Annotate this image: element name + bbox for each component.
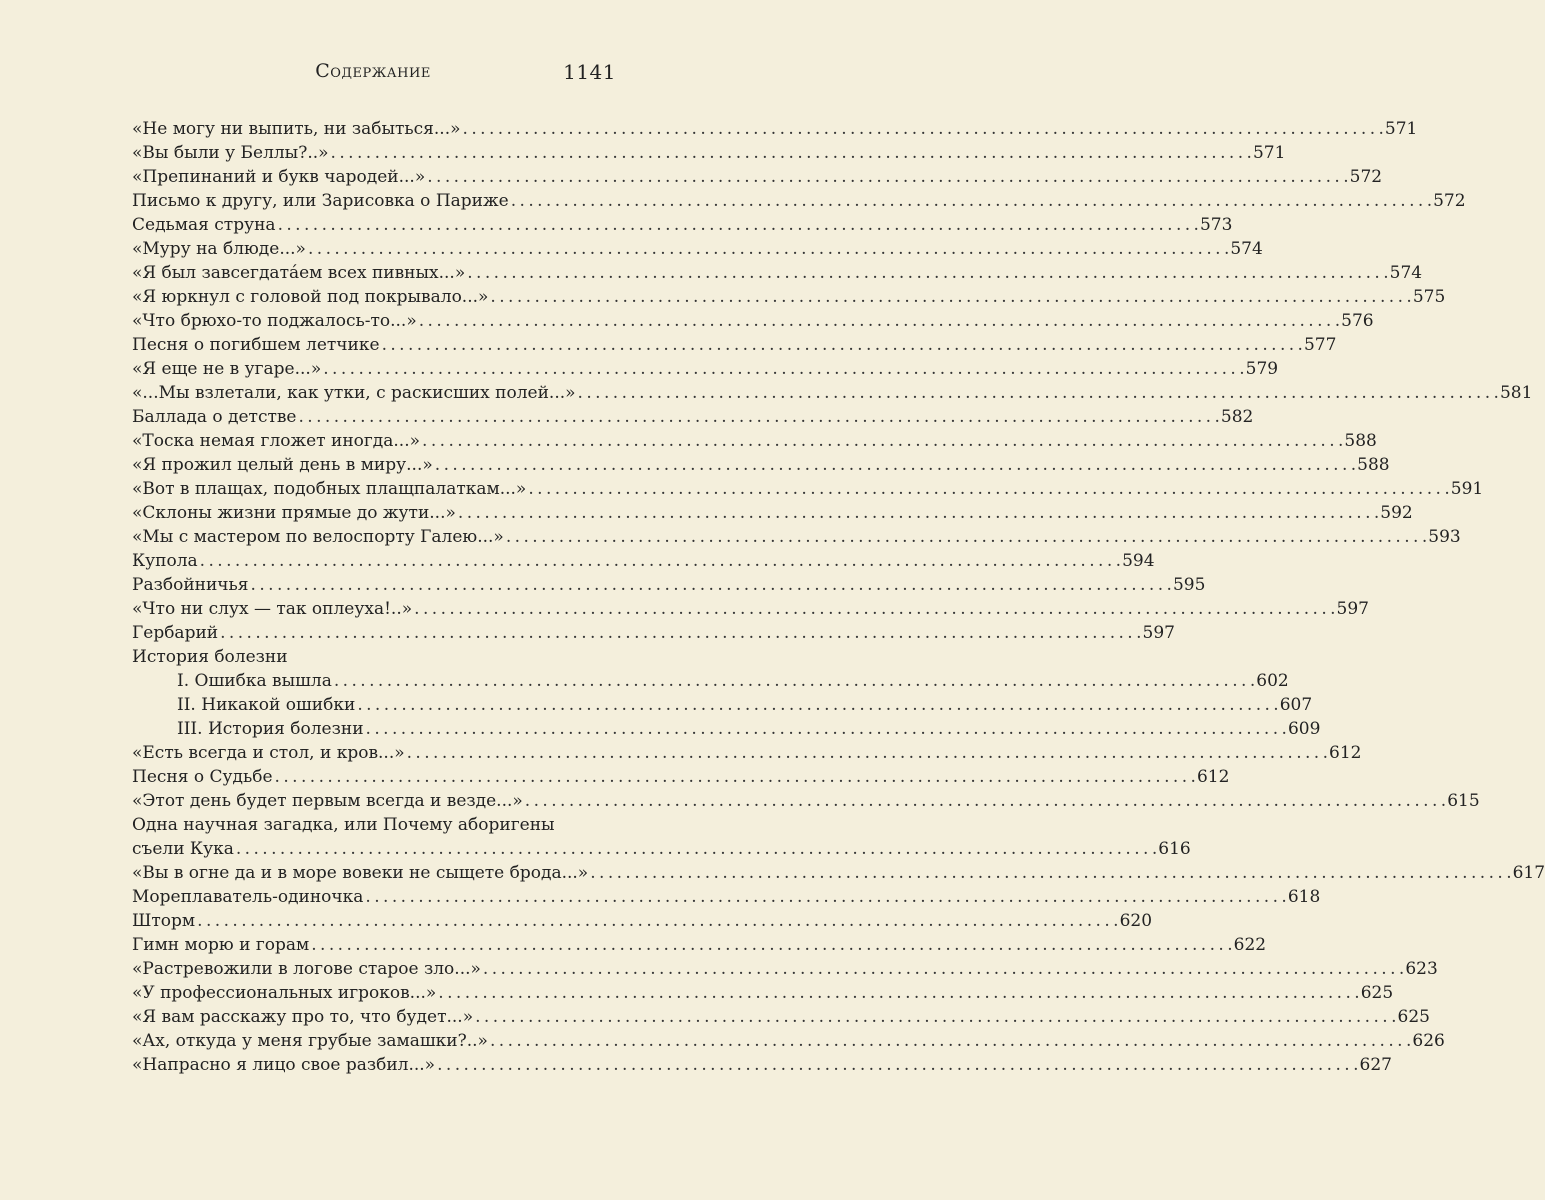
- dot-leader: [365, 885, 1285, 909]
- toc-entry-title: «Я был завсегдатáем всех пивных...»: [132, 263, 466, 283]
- toc-entry: [132, 525, 1461, 549]
- toc-entry-page: 574: [1389, 263, 1423, 283]
- toc-entry-title: «Я юркнул с головой под покрывало...»: [132, 287, 489, 307]
- toc-entry: [132, 933, 1267, 957]
- dot-leader: [366, 717, 1286, 741]
- toc-entry-title: «Тоска немая гложет иногда...»: [132, 431, 421, 451]
- toc-entry: [132, 213, 1233, 237]
- toc-entry: [132, 1053, 1392, 1077]
- toc-entry-page: 577: [1303, 335, 1337, 355]
- toc-entry-page: 612: [1329, 743, 1362, 763]
- dot-leader: [275, 765, 1195, 789]
- toc-entry-title: Баллада о детстве: [132, 407, 297, 427]
- page-number: 1141: [563, 60, 616, 84]
- toc-entry-title: Гербарий: [132, 623, 219, 643]
- dot-leader: [467, 261, 1387, 285]
- dot-leader: [299, 405, 1219, 429]
- toc-entry: [132, 405, 1254, 429]
- toc-entry: [132, 165, 1383, 189]
- toc-entry-page: 582: [1220, 407, 1254, 427]
- toc-entry: [132, 789, 1480, 813]
- dot-leader: [578, 381, 1498, 405]
- dot-leader: [200, 549, 1120, 573]
- toc-entry: [132, 189, 1466, 213]
- toc-entry: [132, 885, 1321, 909]
- toc-entry-title: «Муру на блюде...»: [132, 239, 306, 259]
- toc-entry-page: 571: [1252, 143, 1286, 163]
- toc-entry-title: «Напрасно я лицо свое разбил...»: [132, 1055, 436, 1075]
- dot-leader: [331, 141, 1251, 165]
- toc-entry-title: Разбойничья: [132, 575, 249, 595]
- dot-leader: [511, 189, 1431, 213]
- toc-entry-page: 594: [1122, 551, 1155, 571]
- toc-entry-page: 593: [1428, 527, 1461, 547]
- toc-entry: [132, 429, 1377, 453]
- toc-entry-page: 627: [1359, 1055, 1392, 1075]
- toc-entry-page: 575: [1412, 287, 1446, 307]
- toc-entry-title: «Вы были у Беллы?..»: [132, 143, 329, 163]
- toc-entry-title: съели Кука: [132, 839, 234, 859]
- toc-entry-title: «Есть всегда и стол, и кров...»: [132, 743, 405, 763]
- dot-leader: [463, 117, 1383, 141]
- dot-leader: [427, 165, 1347, 189]
- toc-entry: [132, 261, 1423, 285]
- dot-leader: [525, 789, 1445, 813]
- toc-entry: [132, 693, 1313, 717]
- toc-entry-title: «Я вам расскажу про то, что будет...»: [132, 1007, 474, 1027]
- toc-entry: [132, 285, 1446, 309]
- toc-entry-title: «Вы в огне да и в море вовеки не сыщете брода...»: [132, 863, 589, 883]
- toc-entry: [132, 237, 1263, 261]
- dot-leader: [308, 237, 1228, 261]
- toc-entry: [132, 813, 616, 837]
- dot-leader: [438, 981, 1358, 1005]
- toc-entry-page: 625: [1397, 1007, 1430, 1027]
- toc-entry-title: «Я еще не в угаре...»: [132, 359, 322, 379]
- toc-entry: [132, 765, 1230, 789]
- toc-entry-page: 595: [1172, 575, 1206, 595]
- toc-entry-page: 576: [1341, 311, 1374, 331]
- toc-entry-title: «Я прожил целый день в миру...»: [132, 455, 433, 475]
- toc-entry-title: «У профессиональных игроков...»: [132, 983, 437, 1003]
- toc-entry-title: «Вот в плащах, подобных плащпалаткам...»: [132, 479, 527, 499]
- toc-entry-title: «Растревожили в логове старое зло...»: [132, 959, 481, 979]
- toc-entry: [132, 909, 1153, 933]
- toc-entry: [132, 453, 1390, 477]
- toc-entry-title: Шторм: [132, 911, 196, 931]
- toc-entry: [132, 837, 1191, 861]
- running-head: [130, 60, 616, 90]
- dot-leader: [419, 309, 1339, 333]
- dot-leader: [506, 525, 1426, 549]
- toc-entry-title: III. История болезни: [177, 719, 364, 739]
- toc-entry: [132, 501, 1413, 525]
- toc-entry-page: 579: [1245, 359, 1279, 379]
- toc-entry-page: 626: [1412, 1031, 1445, 1051]
- toc-entry: [132, 309, 1374, 333]
- dot-leader: [220, 621, 1140, 645]
- toc-entry-title: «...Мы взлетали, как утки, с раскисших полей...»: [132, 383, 576, 403]
- toc-entry-page: 572: [1349, 167, 1383, 187]
- dot-leader: [311, 933, 1231, 957]
- toc-entry-page: 591: [1450, 479, 1484, 499]
- toc-entry-title: «Препинаний и букв чародей...»: [132, 167, 426, 187]
- toc-entry-page: 581: [1499, 383, 1533, 403]
- toc-entry-page: 571: [1384, 119, 1418, 139]
- toc-entry-page: 609: [1287, 719, 1321, 739]
- toc-entry: [132, 357, 1279, 381]
- toc-entry: [132, 981, 1394, 1005]
- toc-entry-page: 623: [1405, 959, 1438, 979]
- toc-entry-page: 597: [1336, 599, 1369, 619]
- toc-entry-page: 592: [1380, 503, 1413, 523]
- dot-leader: [382, 333, 1302, 357]
- toc-entry-page: 572: [1433, 191, 1466, 211]
- toc-entry: [132, 741, 1362, 765]
- toc-entry: [132, 717, 1321, 741]
- dot-leader: [357, 693, 1277, 717]
- toc-entry-page: 625: [1360, 983, 1394, 1003]
- toc-entry-title: Мореплаватель-одиночка: [132, 887, 364, 907]
- dot-leader: [475, 1005, 1395, 1029]
- dot-leader: [414, 597, 1334, 621]
- toc-entry-title: «Мы с мастером по велоспорту Галею...»: [132, 527, 504, 547]
- toc-entry-title: I. Ошибка вышла: [177, 671, 332, 691]
- toc-entry: [132, 861, 1545, 885]
- dot-leader: [590, 861, 1510, 885]
- toc-entry: [132, 381, 1533, 405]
- table-of-contents: [132, 117, 1545, 1077]
- toc-entry-page: 617: [1512, 863, 1545, 883]
- dot-leader: [197, 909, 1117, 933]
- toc-entry-title: История болезни: [132, 647, 288, 667]
- toc-entry: [132, 1005, 1430, 1029]
- toc-entry-page: 616: [1158, 839, 1191, 859]
- toc-entry-page: 602: [1256, 671, 1289, 691]
- dot-leader: [490, 1029, 1410, 1053]
- dot-leader: [323, 357, 1243, 381]
- toc-entry-title: «Ах, откуда у меня грубые замашки?..»: [132, 1031, 488, 1051]
- dot-leader: [458, 501, 1378, 525]
- dot-leader: [528, 477, 1448, 501]
- toc-entry-page: 573: [1199, 215, 1233, 235]
- dot-leader: [422, 429, 1342, 453]
- toc-entry-page: 620: [1119, 911, 1153, 931]
- toc-entry-title: «Склоны жизни прямые до жути...»: [132, 503, 456, 523]
- toc-entry: [132, 117, 1418, 141]
- dot-leader: [236, 837, 1156, 861]
- toc-entry-title: Гимн морю и горам: [132, 935, 310, 955]
- toc-entry-title: «Не могу ни выпить, ни забыться...»: [132, 119, 461, 139]
- toc-entry-page: 615: [1447, 791, 1480, 811]
- toc-entry-title: Купола: [132, 551, 198, 571]
- toc-entry-page: 612: [1196, 767, 1230, 787]
- toc-entry: [132, 333, 1337, 357]
- toc-entry-page: 588: [1357, 455, 1390, 475]
- dot-leader: [437, 1053, 1357, 1077]
- toc-entry-title: Письмо к другу, или Зарисовка о Париже: [132, 191, 509, 211]
- toc-entry-title: Одна научная загадка, или Почему аборигены: [132, 815, 555, 835]
- toc-entry-title: «Этот день будет первым всегда и везде...»: [132, 791, 523, 811]
- toc-entry: [132, 645, 616, 669]
- toc-entry: [132, 957, 1438, 981]
- toc-entry: [132, 669, 1289, 693]
- toc-entry-title: Седьмая струна: [132, 215, 276, 235]
- toc-entry: [132, 621, 1175, 645]
- toc-entry-page: 622: [1233, 935, 1267, 955]
- toc-entry-page: 588: [1344, 431, 1377, 451]
- toc-entry-title: Песня о погибшем летчике: [132, 335, 380, 355]
- dot-leader: [278, 213, 1198, 237]
- toc-entry-page: 574: [1230, 239, 1263, 259]
- toc-entry-title: Песня о Судьбе: [132, 767, 273, 787]
- dot-leader: [490, 285, 1410, 309]
- toc-entry-page: 597: [1142, 623, 1175, 643]
- dot-leader: [251, 573, 1171, 597]
- toc-entry: [132, 597, 1369, 621]
- toc-entry-page: 607: [1279, 695, 1313, 715]
- page-title: Содержание: [315, 60, 431, 82]
- toc-entry-title: «Что брюхо-то поджалось-то...»: [132, 311, 417, 331]
- toc-entry: [132, 477, 1484, 501]
- toc-entry: [132, 141, 1286, 165]
- toc-entry-page: 618: [1287, 887, 1321, 907]
- toc-entry-title: «Что ни слух — так оплеуха!..»: [132, 599, 413, 619]
- dot-leader: [407, 741, 1327, 765]
- dot-leader: [435, 453, 1355, 477]
- toc-entry: [132, 573, 1206, 597]
- toc-entry-title: II. Никакой ошибки: [177, 695, 356, 715]
- toc-entry: [132, 1029, 1445, 1053]
- dot-leader: [483, 957, 1403, 981]
- dot-leader: [334, 669, 1254, 693]
- toc-entry: [132, 549, 1155, 573]
